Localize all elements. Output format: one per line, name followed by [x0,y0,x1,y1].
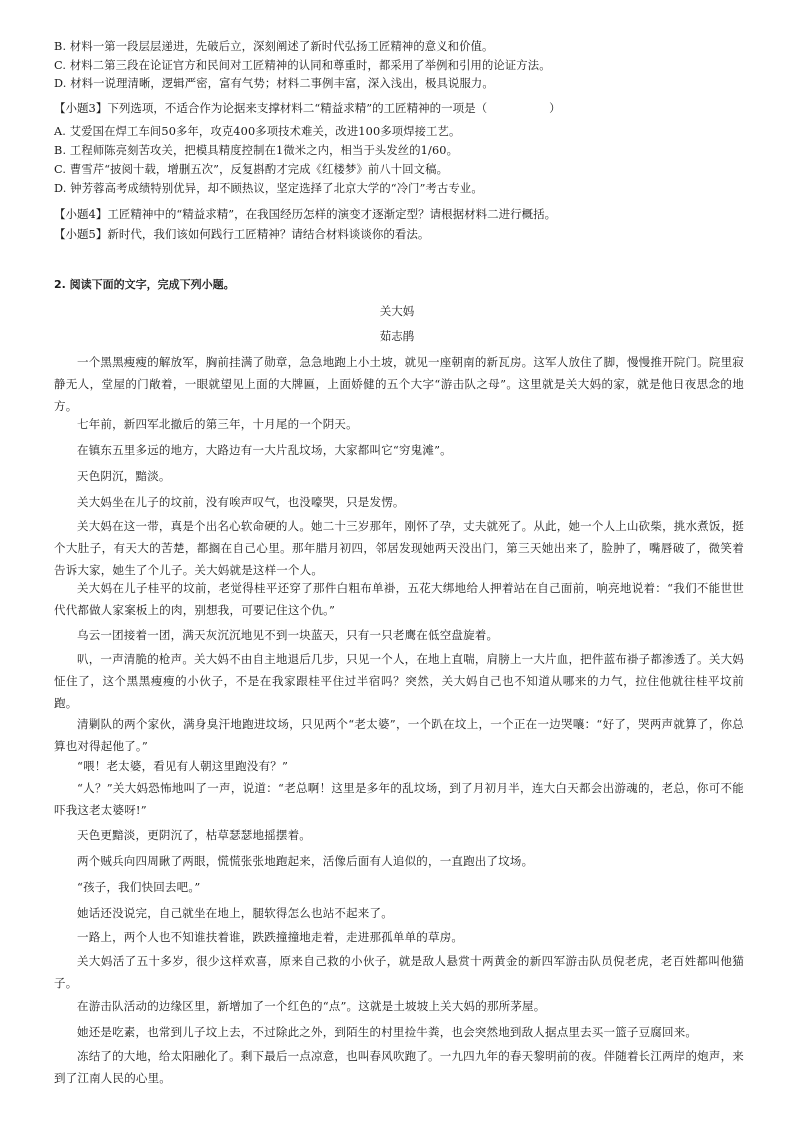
story-paragraph: 冻结了的大地，给太阳融化了。剩下最后一点凉意，也叫春风吹跑了。一九四九年的春天黎明前的夜。伴随着长江两岸的炮声，来到了江南人民的心里。 [54,1049,744,1085]
story-paragraph: 叭，一声清脆的枪声。关大妈不由自主地退后几步，只见一个人，在地上直喘，肩膀上一大片血，把件蓝布褂子都渗透了。关大妈怔住了，这个黑黑瘦瘦的小伙子，不是在我家跟桂平住过半宿吗？突然，关大妈自己也不知道从哪来的力气，拉住他就往桂平坟前跑。 [54,652,744,710]
question-3-option-d: D. 钟芳蓉高考成绩特别优异，却不顾热议，坚定选择了北京大学的“冷门”考古专业。 [54,182,483,195]
story-paragraph: “孩子，我们快回去吧。” [77,880,201,894]
story-paragraph: “人？”关大妈恐怖地叫了一声，说道：“老总啊！这里是多年的乱坟场，到了月初月半，连大白天都会出游魂的，老总，你可不能吓我这老太婆呀!” [54,781,744,817]
story-paragraph: 清剿队的两个家伙，满身臭汗地跑进坟场，只见两个“老太婆”，一个趴在坟上，一个正在一边哭嚷：“好了，哭两声就算了，你总算也对得起他了。” [54,717,744,753]
story-paragraph: 乌云一团接着一团，满天灰沉沉地见不到一块蓝天，只有一只老鹰在低空盘旋着。 [77,628,499,642]
option-d-line: D. 材料一说理清晰，逻辑严密，富有气势；材料二事例丰富，深入浅出，极具说服力。 [54,77,494,90]
story-paragraph: 关大妈活了五十多岁，很少这样欢喜，原来自己救的小伙子，就是敌人悬赏十两黄金的新四军游击队员倪老虎，老百姓都叫他猫子。 [54,954,744,990]
story-paragraph: 一路上，两个人也不知谁扶着谁，跌跌撞撞地走着，走进那孤单单的草房。 [77,930,464,944]
question-3-option-c: C. 曹雪芹“披阅十载，增删五次”，反复斟酌才完成《红楼梦》前八十回文稿。 [54,163,449,176]
question-3-stem [54,101,744,115]
story-paragraph: 关大妈在儿子桂平的坟前，老觉得桂平还穿了那件白粗布单褂，五花大绑地给人押着站在自己面前，响亮地说着：“我们不能世世代代都做人家案板上的肉，别想我，可要记住这个仇。” [54,581,744,617]
section-2-heading: 2. 阅读下面的文字，完成下列小题。 [54,278,235,291]
story-paragraph: 她话还没说完，自己就坐在地上，腿软得怎么也站不起来了。 [77,906,393,920]
story-paragraph: 两个贼兵向四周瞅了两眼，慌慌张张地跑起来，活像后面有人追似的，一直跑出了坟场。 [77,854,534,868]
question-3-option-a: A. 艾爱国在焊工车间50多年，攻克400多项技术难关，改进100多项焊接工艺。 [54,125,461,138]
story-paragraph: “喂！老太婆，看见有人朝这里跑没有？” [77,759,289,773]
question-3-option-b: B. 工程师陈亮刻苦攻关，把模具精度控制在1微米之内，相当于头发丝的1/60。 [54,144,459,157]
story-paragraph: 在游击队活动的边缘区里，新增加了一个红色的“点”。这就是土坡坡上关大妈的那所茅屋。 [77,999,546,1013]
option-b-line: B. 材料一第一段层层递进，先破后立，深刻阐述了新时代弘扬工匠精神的意义和价值。 [54,40,494,53]
story-paragraph: 七年前，新四军北撤后的第三年，十月尾的一个阴天。 [77,417,358,431]
story-paragraph: 天色阴沉，黯淡。 [77,469,171,483]
story-paragraph: 在镇东五里多远的地方，大路边有一大片乱坟场，大家都叫它“穷鬼滩”。 [77,443,452,457]
question-4: 【小题4】工匠精神中的“精益求精”，在我国经历怎样的演变才逐渐定型？请根据材料二进行概括。 [54,207,557,221]
story-paragraph: 关大妈坐在儿子的坟前，没有唉声叹气，也没嚎哭，只是发愣。 [77,495,405,509]
story-paragraph: 一个黑黑瘦瘦的解放军，胸前挂满了勋章，急急地跑上小土坡，就见一座朝南的新瓦房。这军人放住了脚，慢慢推开院门。院里寂静无人，堂屋的门敞着，一眼就望见上面的大牌匾，上面娇健的五个大字“游击队之母”。这里就是关大妈的家，就是他日夜思念的地方。 [54,355,744,413]
story-paragraph: 她还是吃素，也常到儿子坟上去，不过除此之外，到陌生的村里捡牛粪，也会突然地到敌人据点里去买一篮子豆腐回来。 [77,1025,698,1039]
question-3-close: ） [549,101,561,115]
question-3-text: 【小题3】下列选项，不适合作为论据来支撑材料二“精益求精”的工匠精神的一项是（ [54,101,488,115]
option-c-line: C. 材料二第三段在论证官方和民间对工匠精神的认同和尊重时，都采用了举例和引用的论证方法。 [54,59,551,72]
story-title: 关大妈 [379,304,415,318]
question-5: 【小题5】新时代，我们该如何践行工匠精神？请结合材料谈谈你的看法。 [54,227,430,241]
story-paragraph: 关大妈在这一带，真是个出名心软命硬的人。她二十三岁那年，刚怀了孕，丈夫就死了。从此，她一个人上山砍柴，挑水煮饭，挺个大肚子，有天大的苦楚，都搁在自己心里。那年腊月初四，邻居发现她两天没出门，第三天她出来了，脸肿了，嘴唇破了，微笑着告诉大家，她生了个儿子。关大妈就是这样一个人。 [54,519,744,577]
story-author: 茹志鹃 [379,329,415,343]
story-paragraph: 天色更黯淡，更阴沉了，枯草瑟瑟地摇摆着。 [77,828,311,842]
